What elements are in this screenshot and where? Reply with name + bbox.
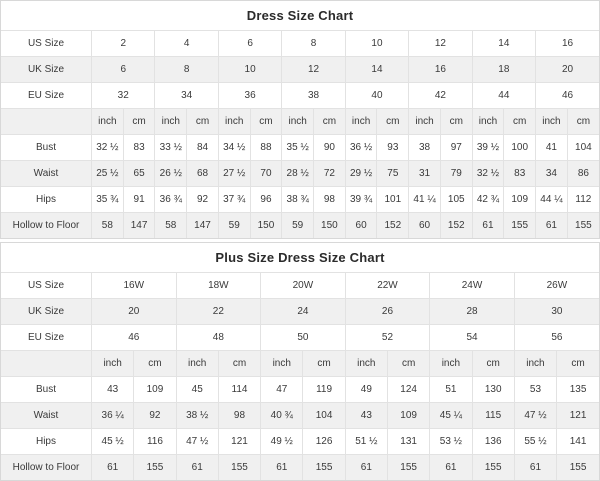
table-cell: 39 ½: [472, 135, 504, 161]
table-cell: cm: [440, 109, 472, 135]
table-cell: 155: [387, 455, 429, 481]
table-cell: 114: [218, 377, 260, 403]
table-cell: 58: [92, 213, 124, 239]
plus-size-table: [1, 272, 599, 480]
table-cell: 52: [345, 325, 430, 351]
table-cell: 72: [314, 161, 346, 187]
table-cell: 26 ½: [155, 161, 187, 187]
table-cell: inch: [261, 351, 303, 377]
row-label: Waist: [1, 403, 92, 429]
table-cell: 32 ½: [472, 161, 504, 187]
table-cell: 155: [567, 213, 599, 239]
table-cell: 33 ½: [155, 135, 187, 161]
table-cell: inch: [92, 109, 124, 135]
table-cell: 61: [176, 455, 218, 481]
plus-size-chart-block: [0, 242, 600, 481]
table-cell: 12: [409, 31, 472, 57]
table-cell: 18: [472, 57, 535, 83]
row-label: Bust: [1, 377, 92, 403]
row-label: Hips: [1, 429, 92, 455]
row-label: EU Size: [1, 325, 92, 351]
table-cell: inch: [430, 351, 472, 377]
row-label: Bust: [1, 135, 92, 161]
table-cell: 16: [536, 31, 599, 57]
table-cell: cm: [377, 109, 409, 135]
table-cell: 38 ½: [176, 403, 218, 429]
table-cell: 152: [440, 213, 472, 239]
table-cell: 92: [134, 403, 176, 429]
table-cell: 56: [514, 325, 599, 351]
table-row: [1, 429, 599, 455]
table-cell: cm: [187, 109, 219, 135]
table-cell: 105: [440, 187, 472, 213]
table-cell: cm: [387, 351, 429, 377]
table-cell: 126: [303, 429, 345, 455]
table-cell: 8: [155, 57, 218, 83]
table-cell: 60: [409, 213, 441, 239]
table-row: [1, 135, 599, 161]
table-cell: 25 ½: [92, 161, 124, 187]
table-cell: 75: [377, 161, 409, 187]
table-cell: inch: [345, 109, 377, 135]
table-row: [1, 83, 599, 109]
table-cell: 84: [187, 135, 219, 161]
table-cell: 58: [155, 213, 187, 239]
table-cell: 155: [218, 455, 260, 481]
table-cell: 28 ½: [282, 161, 314, 187]
table-cell: 150: [314, 213, 346, 239]
table-cell: 48: [176, 325, 261, 351]
table-cell: cm: [314, 109, 346, 135]
table-cell: 45: [176, 377, 218, 403]
table-cell: 32 ½: [92, 135, 124, 161]
table-cell: 98: [218, 403, 260, 429]
plus-size-table-body: [1, 273, 599, 481]
table-row: [1, 299, 599, 325]
table-cell: 61: [345, 455, 387, 481]
table-row: [1, 377, 599, 403]
table-row: [1, 273, 599, 299]
table-cell: 20: [536, 57, 599, 83]
table-cell: 10: [218, 57, 281, 83]
table-row: [1, 31, 599, 57]
table-cell: 43: [345, 403, 387, 429]
table-cell: 8: [282, 31, 345, 57]
table-cell: 101: [377, 187, 409, 213]
table-cell: 61: [514, 455, 556, 481]
table-cell: 83: [504, 161, 536, 187]
table-cell: 96: [250, 187, 282, 213]
table-cell: 44: [472, 83, 535, 109]
table-cell: cm: [134, 351, 176, 377]
table-cell: 55 ½: [514, 429, 556, 455]
table-cell: 46: [536, 83, 599, 109]
table-cell: 124: [387, 377, 429, 403]
table-cell: 47 ½: [514, 403, 556, 429]
table-cell: 29 ½: [345, 161, 377, 187]
table-cell: 36 ¼: [92, 403, 134, 429]
table-cell: 30: [514, 299, 599, 325]
table-cell: inch: [514, 351, 556, 377]
table-cell: 42 ¾: [472, 187, 504, 213]
table-cell: 14: [345, 57, 408, 83]
table-cell: 39 ¾: [345, 187, 377, 213]
table-cell: 24: [261, 299, 346, 325]
table-cell: 135: [557, 377, 599, 403]
table-cell: 22W: [345, 273, 430, 299]
table-cell: inch: [472, 109, 504, 135]
table-cell: cm: [557, 351, 599, 377]
table-row: [1, 161, 599, 187]
table-cell: inch: [155, 109, 187, 135]
table-cell: 35 ½: [282, 135, 314, 161]
table-cell: 16: [409, 57, 472, 83]
row-label: Hollow to Floor: [1, 455, 92, 481]
table-cell: 91: [123, 187, 155, 213]
table-cell: inch: [92, 351, 134, 377]
table-cell: 93: [377, 135, 409, 161]
table-cell: 36: [218, 83, 281, 109]
table-cell: 70: [250, 161, 282, 187]
table-cell: 32: [92, 83, 155, 109]
table-cell: 155: [303, 455, 345, 481]
dress-size-table: [1, 30, 599, 238]
dress-size-chart-block: [0, 0, 600, 239]
table-cell: 90: [314, 135, 346, 161]
table-cell: 155: [134, 455, 176, 481]
table-cell: 98: [314, 187, 346, 213]
table-cell: 97: [440, 135, 472, 161]
row-label: [1, 351, 92, 377]
table-cell: 83: [123, 135, 155, 161]
table-cell: 152: [377, 213, 409, 239]
table-cell: 38: [409, 135, 441, 161]
table-cell: 45 ½: [92, 429, 134, 455]
table-cell: 24W: [430, 273, 515, 299]
table-cell: 104: [303, 403, 345, 429]
plus-size-chart-title: Plus Size Dress Size Chart: [1, 243, 599, 272]
table-cell: cm: [504, 109, 536, 135]
table-cell: 61: [430, 455, 472, 481]
table-cell: 36 ½: [345, 135, 377, 161]
table-cell: 109: [387, 403, 429, 429]
row-label: UK Size: [1, 299, 92, 325]
table-cell: 6: [218, 31, 281, 57]
row-label: US Size: [1, 31, 92, 57]
table-cell: 86: [567, 161, 599, 187]
table-cell: 38 ¾: [282, 187, 314, 213]
table-cell: 37 ¾: [218, 187, 250, 213]
table-cell: 92: [187, 187, 219, 213]
table-cell: 88: [250, 135, 282, 161]
table-cell: 31: [409, 161, 441, 187]
table-cell: 6: [92, 57, 155, 83]
table-cell: 53 ½: [430, 429, 472, 455]
table-cell: inch: [218, 109, 250, 135]
table-cell: inch: [409, 109, 441, 135]
table-cell: 43: [92, 377, 134, 403]
table-cell: 36 ¾: [155, 187, 187, 213]
table-cell: 46: [92, 325, 177, 351]
table-cell: 104: [567, 135, 599, 161]
table-cell: 22: [176, 299, 261, 325]
table-cell: 26W: [514, 273, 599, 299]
table-row: [1, 325, 599, 351]
table-cell: 34: [155, 83, 218, 109]
table-cell: 51 ½: [345, 429, 387, 455]
table-row: [1, 109, 599, 135]
row-label: Hips: [1, 187, 92, 213]
table-cell: 147: [187, 213, 219, 239]
table-cell: 112: [567, 187, 599, 213]
table-cell: 109: [134, 377, 176, 403]
table-cell: 121: [218, 429, 260, 455]
table-cell: 61: [92, 455, 134, 481]
table-cell: 35 ¾: [92, 187, 124, 213]
table-cell: 49: [345, 377, 387, 403]
table-cell: 40: [345, 83, 408, 109]
table-cell: 59: [218, 213, 250, 239]
table-cell: cm: [123, 109, 155, 135]
table-cell: 4: [155, 31, 218, 57]
table-cell: 20W: [261, 273, 346, 299]
table-cell: 119: [303, 377, 345, 403]
table-cell: 45 ¼: [430, 403, 472, 429]
table-cell: 34: [536, 161, 568, 187]
table-cell: 65: [123, 161, 155, 187]
table-cell: 16W: [92, 273, 177, 299]
table-cell: 47: [261, 377, 303, 403]
table-cell: 10: [345, 31, 408, 57]
table-cell: 28: [430, 299, 515, 325]
table-cell: 61: [261, 455, 303, 481]
table-cell: inch: [176, 351, 218, 377]
table-cell: cm: [567, 109, 599, 135]
table-cell: 68: [187, 161, 219, 187]
row-label: US Size: [1, 273, 92, 299]
table-cell: cm: [472, 351, 514, 377]
table-cell: inch: [345, 351, 387, 377]
table-cell: 59: [282, 213, 314, 239]
table-cell: 155: [472, 455, 514, 481]
table-row: [1, 403, 599, 429]
table-row: [1, 57, 599, 83]
table-cell: 14: [472, 31, 535, 57]
table-cell: 155: [557, 455, 599, 481]
table-cell: 150: [250, 213, 282, 239]
table-cell: 12: [282, 57, 345, 83]
table-cell: 60: [345, 213, 377, 239]
table-cell: 155: [504, 213, 536, 239]
table-cell: 51: [430, 377, 472, 403]
table-cell: 53: [514, 377, 556, 403]
table-row: [1, 187, 599, 213]
table-cell: 115: [472, 403, 514, 429]
table-cell: 141: [557, 429, 599, 455]
table-cell: 136: [472, 429, 514, 455]
table-cell: inch: [536, 109, 568, 135]
table-cell: 20: [92, 299, 177, 325]
table-cell: 100: [504, 135, 536, 161]
row-label: Waist: [1, 161, 92, 187]
table-cell: 40 ¾: [261, 403, 303, 429]
table-cell: 131: [387, 429, 429, 455]
table-cell: inch: [282, 109, 314, 135]
row-label: EU Size: [1, 83, 92, 109]
table-cell: 61: [536, 213, 568, 239]
table-cell: 79: [440, 161, 472, 187]
table-cell: 41 ¼: [409, 187, 441, 213]
table-cell: 49 ½: [261, 429, 303, 455]
dress-size-chart-title: Dress Size Chart: [1, 1, 599, 30]
table-cell: 147: [123, 213, 155, 239]
table-cell: 116: [134, 429, 176, 455]
table-cell: 61: [472, 213, 504, 239]
table-cell: 26: [345, 299, 430, 325]
table-row: [1, 455, 599, 481]
row-label: Hollow to Floor: [1, 213, 92, 239]
table-cell: 54: [430, 325, 515, 351]
table-row: [1, 213, 599, 239]
table-cell: cm: [303, 351, 345, 377]
table-cell: 50: [261, 325, 346, 351]
table-cell: 121: [557, 403, 599, 429]
table-cell: cm: [250, 109, 282, 135]
row-label: [1, 109, 92, 135]
table-cell: 18W: [176, 273, 261, 299]
table-cell: 41: [536, 135, 568, 161]
table-cell: 47 ½: [176, 429, 218, 455]
table-row: [1, 351, 599, 377]
table-cell: 2: [92, 31, 155, 57]
dress-size-table-body: [1, 31, 599, 239]
table-cell: 42: [409, 83, 472, 109]
row-label: UK Size: [1, 57, 92, 83]
table-cell: 27 ½: [218, 161, 250, 187]
table-cell: 130: [472, 377, 514, 403]
table-cell: 38: [282, 83, 345, 109]
table-cell: 34 ½: [218, 135, 250, 161]
table-cell: 44 ¼: [536, 187, 568, 213]
table-cell: 109: [504, 187, 536, 213]
table-cell: cm: [218, 351, 260, 377]
